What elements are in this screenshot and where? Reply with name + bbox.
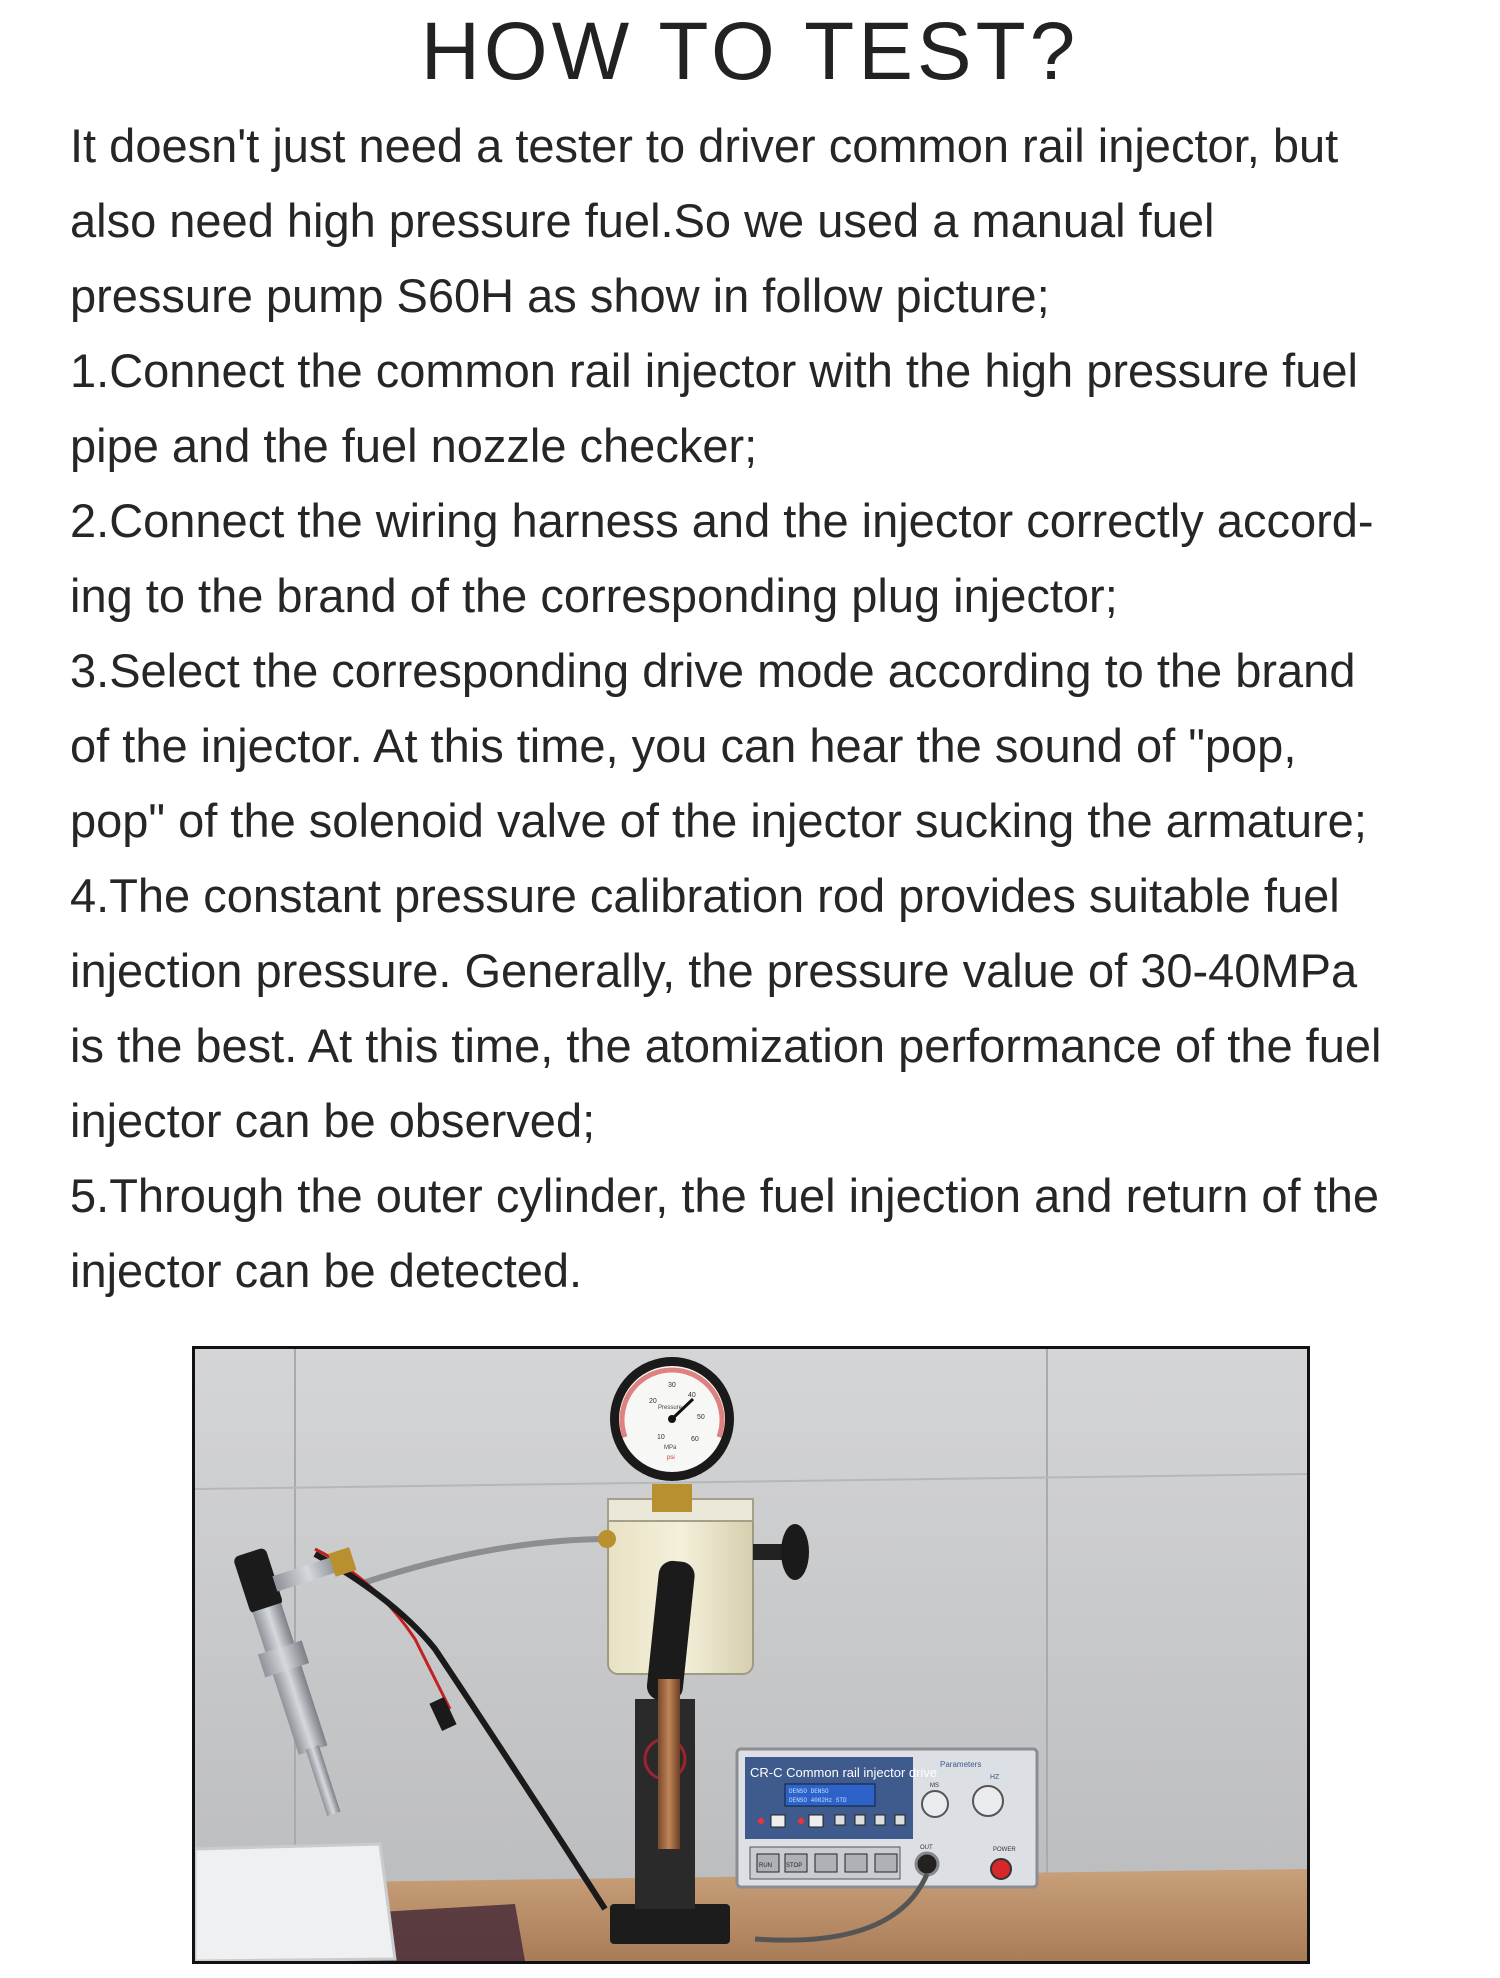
power-button	[991, 1859, 1011, 1879]
run-button-label: RUN	[759, 1863, 772, 1869]
gauge-tick: 30	[668, 1382, 676, 1389]
injector-driver-device	[737, 1749, 1037, 1887]
text-line: also need high pressure fuel.So we used a manual fuel	[70, 194, 1215, 247]
text-line: of the injector. At this time, you can hear the sound of "pop,	[70, 719, 1297, 772]
tray	[195, 1844, 395, 1961]
text-line: It doesn't just need a tester to driver common rail injector, but	[70, 119, 1339, 172]
text-line: is the best. At this time, the atomization performance of the fuel	[70, 1019, 1382, 1072]
test-setup-illustration	[195, 1349, 1307, 1961]
lcd-line: DENSO DENSO	[789, 1788, 829, 1795]
step-1-line: 1.Connect the common rail injector with the high pressure fuel	[70, 344, 1358, 397]
gauge-unit-psi: psi	[667, 1455, 675, 1461]
gauge-tick: 40	[688, 1392, 696, 1399]
step-5-line: 5.Through the outer cylinder, the fuel injection and return of the	[70, 1169, 1380, 1222]
page-title: HOW TO TEST?	[420, 6, 1080, 97]
gauge-tick: 20	[649, 1398, 657, 1405]
hz-knob	[973, 1786, 1003, 1816]
text-line: pop" of the solenoid valve of the injector sucking the armature;	[70, 794, 1367, 847]
text-line: ing to the brand of the corresponding plug injector;	[70, 569, 1118, 622]
out-label: OUT	[920, 1845, 933, 1851]
lcd-line: DENSO 4002Hz STD	[789, 1797, 847, 1804]
text-line: injector can be detected.	[70, 1244, 583, 1297]
brass-fitting	[652, 1484, 692, 1512]
text-line: injector can be observed;	[70, 1094, 596, 1147]
product-photo	[192, 1346, 1310, 1964]
text-line: pressure pump S60H as show in follow picture;	[70, 269, 1050, 322]
gauge-tick: 10	[657, 1434, 665, 1441]
ms-knob	[922, 1791, 948, 1817]
device-name: CR-C Common rail injector drive	[750, 1765, 938, 1780]
parameters-label: Parameters	[940, 1760, 982, 1769]
gauge-tick: 60	[691, 1436, 699, 1443]
gauge-unit-mpa: MPa	[664, 1445, 677, 1451]
text-line: pipe and the fuel nozzle checker;	[70, 419, 758, 472]
out-connector	[916, 1853, 938, 1875]
pressure-knob	[781, 1524, 809, 1580]
gauge-tick: 50	[697, 1414, 705, 1421]
gauge-label: Pressure	[658, 1405, 683, 1411]
copper-rod	[658, 1679, 680, 1849]
instructions-paragraph	[70, 108, 1470, 1308]
hz-label: HZ	[990, 1774, 1000, 1781]
step-2-line: 2.Connect the wiring harness and the injector correctly accord-	[70, 494, 1374, 547]
power-label: POWER	[993, 1847, 1016, 1853]
step-3-line: 3.Select the corresponding drive mode according to the brand	[70, 644, 1356, 697]
tester-base	[610, 1904, 730, 1944]
text-line: injection pressure. Generally, the pressure value of 30-40MPa	[70, 944, 1358, 997]
ms-label: MS	[930, 1783, 939, 1789]
step-4-line: 4.The constant pressure calibration rod provides suitable fuel	[70, 869, 1340, 922]
stop-button-label: STOP	[786, 1863, 803, 1869]
